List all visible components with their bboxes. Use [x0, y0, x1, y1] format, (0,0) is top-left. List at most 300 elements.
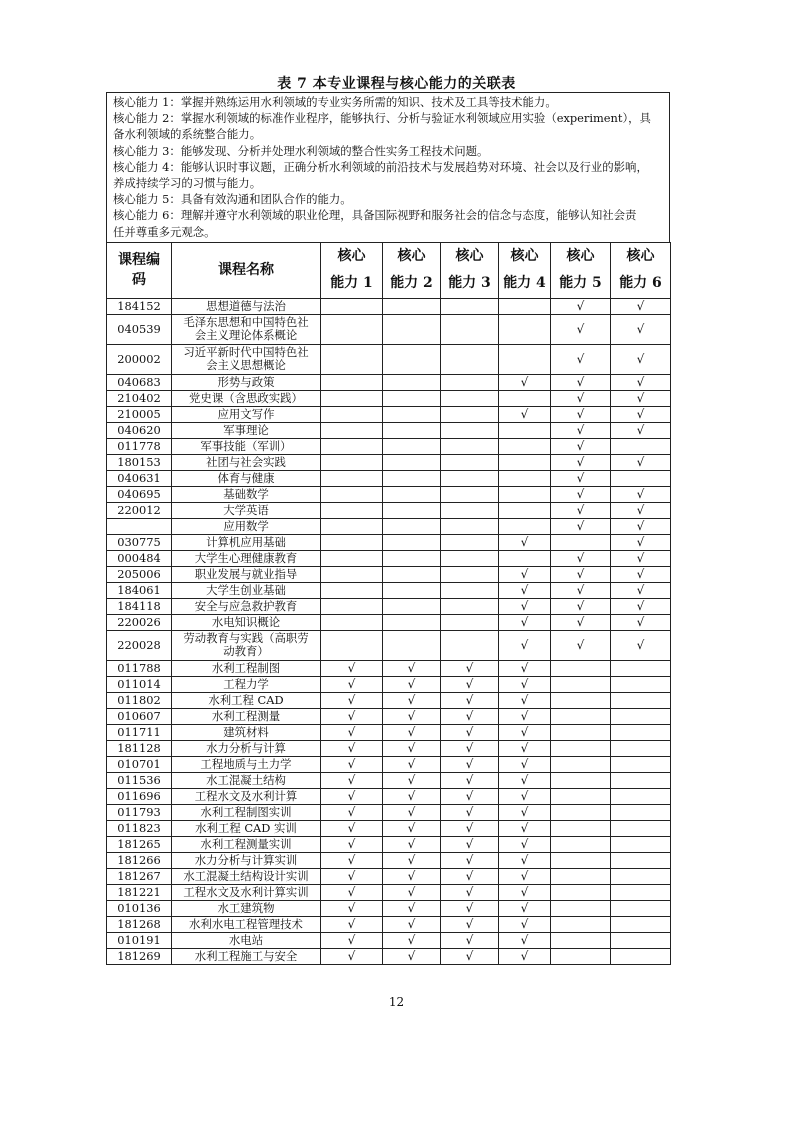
course-name: 军事技能（军训） [172, 438, 321, 454]
check-mark: √ [347, 756, 356, 771]
ability-3-cell [441, 948, 499, 964]
ability-2-cell [383, 836, 441, 852]
course-name: 水利工程制图实训 [172, 804, 321, 820]
ability-1-cell [321, 692, 383, 708]
ability-4-cell [499, 820, 551, 836]
check-mark: √ [520, 582, 529, 597]
check-mark: √ [407, 900, 416, 915]
check-mark: √ [465, 788, 474, 803]
ability-1-cell [321, 374, 383, 390]
ability-3-cell [441, 756, 499, 772]
ability-1-cell [321, 298, 383, 314]
ability-6-cell [611, 772, 671, 788]
course-code: 011711 [107, 724, 172, 740]
check-mark: √ [407, 708, 416, 723]
check-mark: √ [520, 948, 529, 963]
check-mark: √ [520, 788, 529, 803]
course-code: 011793 [107, 804, 172, 820]
ability-3-cell [441, 314, 499, 344]
check-mark: √ [636, 374, 645, 389]
course-code: 181268 [107, 916, 172, 932]
check-mark: √ [520, 852, 529, 867]
ability-line: 核心能力 3：能够发现、分析并处理水利领域的整合性实务工程技术问题。 [113, 143, 489, 158]
check-mark: √ [465, 724, 474, 739]
course-code [107, 518, 172, 534]
table-row [107, 454, 671, 470]
ability-3-cell [441, 566, 499, 582]
course-name: 职业发展与就业指导 [172, 566, 321, 582]
check-mark: √ [520, 900, 529, 915]
check-mark: √ [407, 676, 416, 691]
check-mark: √ [636, 534, 645, 549]
ability-2-cell [383, 470, 441, 486]
check-mark: √ [636, 637, 645, 652]
check-mark: √ [520, 692, 529, 707]
course-code: 010701 [107, 756, 172, 772]
ability-4-cell [499, 724, 551, 740]
check-mark: √ [520, 820, 529, 835]
ability-1-cell [321, 948, 383, 964]
ability-5-cell [551, 660, 611, 676]
check-mark: √ [465, 916, 474, 931]
ability-4-cell [499, 740, 551, 756]
check-mark: √ [465, 932, 474, 947]
ability-4-cell [499, 518, 551, 534]
check-mark: √ [407, 772, 416, 787]
check-mark: √ [636, 454, 645, 469]
check-mark: √ [520, 614, 529, 629]
check-mark: √ [636, 502, 645, 517]
ability-1-cell [321, 932, 383, 948]
ability-line: 备水利领域的系统整合能力。 [113, 127, 262, 142]
ability-4-cell [499, 788, 551, 804]
table-row [107, 692, 671, 708]
check-mark: √ [347, 772, 356, 787]
ability-3-cell [441, 660, 499, 676]
ability-1-cell [321, 708, 383, 724]
check-mark: √ [636, 321, 645, 336]
ability-1-cell [321, 390, 383, 406]
ability-6-cell [611, 788, 671, 804]
ability-4-cell [499, 502, 551, 518]
ability-5-cell [551, 868, 611, 884]
course-name: 党史课（含思政实践） [172, 390, 321, 406]
ability-5-cell [551, 884, 611, 900]
ability-6-cell [611, 298, 671, 314]
check-mark: √ [465, 884, 474, 899]
table-row [107, 582, 671, 598]
ability-6-cell [611, 614, 671, 630]
ability-6-cell [611, 708, 671, 724]
table-row [107, 756, 671, 772]
ability-5-cell [551, 438, 611, 454]
table-row [107, 852, 671, 868]
table-row [107, 390, 671, 406]
check-mark: √ [407, 948, 416, 963]
ability-2-cell [383, 298, 441, 314]
ability-4-cell [499, 708, 551, 724]
header-ability-4: 核心 能力 4 [499, 242, 551, 298]
course-code: 011802 [107, 692, 172, 708]
ability-3-cell [441, 422, 499, 438]
table-row [107, 630, 671, 660]
table-row [107, 708, 671, 724]
ability-5-cell [551, 406, 611, 422]
course-name: 工程力学 [172, 676, 321, 692]
check-mark: √ [520, 566, 529, 581]
ability-4-cell [499, 948, 551, 964]
check-mark: √ [576, 470, 585, 485]
check-mark: √ [407, 804, 416, 819]
ability-5-cell [551, 692, 611, 708]
ability-6-cell [611, 932, 671, 948]
ability-5-cell [551, 948, 611, 964]
ability-6-cell [611, 740, 671, 756]
ability-5-cell [551, 582, 611, 598]
ability-3-cell [441, 932, 499, 948]
check-mark: √ [636, 406, 645, 421]
ability-2-cell [383, 948, 441, 964]
table-row [107, 868, 671, 884]
ability-2-cell [383, 772, 441, 788]
ability-1-cell [321, 660, 383, 676]
ability-1-cell [321, 676, 383, 692]
ability-3-cell [441, 406, 499, 422]
ability-6-cell [611, 502, 671, 518]
ability-1-cell [321, 740, 383, 756]
course-name: 水利工程制图 [172, 660, 321, 676]
course-code: 011788 [107, 660, 172, 676]
ability-6-cell [611, 724, 671, 740]
ability-1-cell [321, 884, 383, 900]
ability-5-cell [551, 708, 611, 724]
ability-line: 核心能力 1：掌握并熟练运用水利领域的专业实务所需的知识、技术及工具等技术能力。 [113, 95, 557, 109]
ability-4-cell [499, 598, 551, 614]
header-course-code: 课程编码 [107, 242, 172, 298]
course-name: 水力分析与计算 [172, 740, 321, 756]
ability-5-cell [551, 804, 611, 820]
course-name: 水利工程测量 [172, 708, 321, 724]
ability-3-cell [441, 298, 499, 314]
check-mark: √ [520, 406, 529, 421]
ability-1-cell [321, 438, 383, 454]
table-row [107, 406, 671, 422]
table-body [107, 298, 671, 964]
ability-4-cell [499, 550, 551, 566]
check-mark: √ [407, 660, 416, 675]
check-mark: √ [465, 692, 474, 707]
ability-4-cell [499, 314, 551, 344]
ability-2-cell [383, 438, 441, 454]
ability-3-cell [441, 614, 499, 630]
table-row [107, 598, 671, 614]
check-mark: √ [520, 534, 529, 549]
ability-5-cell [551, 298, 611, 314]
ability-1-cell [321, 470, 383, 486]
ability-1-cell [321, 900, 383, 916]
check-mark: √ [407, 788, 416, 803]
ability-1-cell [321, 344, 383, 374]
ability-1-cell [321, 868, 383, 884]
course-name: 建筑材料 [172, 724, 321, 740]
ability-4-cell [499, 454, 551, 470]
ability-3-cell [441, 344, 499, 374]
ability-3-cell [441, 708, 499, 724]
ability-6-cell [611, 518, 671, 534]
course-name: 水工建筑物 [172, 900, 321, 916]
table-row [107, 344, 671, 374]
check-mark: √ [520, 756, 529, 771]
course-code: 040620 [107, 422, 172, 438]
ability-6-cell [611, 836, 671, 852]
check-mark: √ [465, 756, 474, 771]
check-mark: √ [636, 390, 645, 405]
check-mark: √ [636, 614, 645, 629]
check-mark: √ [636, 298, 645, 313]
check-mark: √ [347, 900, 356, 915]
ability-4-cell [499, 836, 551, 852]
check-mark: √ [465, 836, 474, 851]
page-number: 12 [388, 995, 405, 1009]
ability-6-cell [611, 438, 671, 454]
ability-3-cell [441, 518, 499, 534]
check-mark: √ [520, 932, 529, 947]
course-name: 水电站 [172, 932, 321, 948]
check-mark: √ [407, 756, 416, 771]
course-name: 思想道德与法治 [172, 298, 321, 314]
course-code: 011778 [107, 438, 172, 454]
check-mark: √ [576, 637, 585, 652]
table-row [107, 660, 671, 676]
course-code: 180153 [107, 454, 172, 470]
table-row [107, 298, 671, 314]
check-mark: √ [520, 740, 529, 755]
ability-1-cell [321, 852, 383, 868]
check-mark: √ [347, 676, 356, 691]
course-code: 181269 [107, 948, 172, 964]
ability-1-cell [321, 502, 383, 518]
ability-6-cell [611, 344, 671, 374]
ability-3-cell [441, 438, 499, 454]
check-mark: √ [576, 438, 585, 453]
course-code: 210402 [107, 390, 172, 406]
check-mark: √ [520, 598, 529, 613]
table-row [107, 422, 671, 438]
course-code: 181265 [107, 836, 172, 852]
course-code: 181221 [107, 884, 172, 900]
course-code: 010191 [107, 932, 172, 948]
course-name: 工程地质与土力学 [172, 756, 321, 772]
table-row [107, 948, 671, 964]
ability-3-cell [441, 550, 499, 566]
ability-2-cell [383, 314, 441, 344]
ability-5-cell [551, 630, 611, 660]
ability-3-cell [441, 724, 499, 740]
course-name: 大学生心理健康教育 [172, 550, 321, 566]
ability-5-cell [551, 314, 611, 344]
ability-6-cell [611, 820, 671, 836]
ability-5-cell [551, 788, 611, 804]
course-name: 军事理论 [172, 422, 321, 438]
ability-4-cell [499, 390, 551, 406]
check-mark: √ [576, 486, 585, 501]
ability-3-cell [441, 772, 499, 788]
course-name: 基础数学 [172, 486, 321, 502]
check-mark: √ [407, 916, 416, 931]
check-mark: √ [520, 637, 529, 652]
ability-5-cell [551, 836, 611, 852]
check-mark: √ [636, 566, 645, 581]
course-code: 181267 [107, 868, 172, 884]
course-name: 水利工程测量实训 [172, 836, 321, 852]
table-row [107, 884, 671, 900]
ability-5-cell [551, 470, 611, 486]
ability-1-cell [321, 724, 383, 740]
check-mark: √ [636, 518, 645, 533]
course-code: 040683 [107, 374, 172, 390]
ability-4-cell [499, 692, 551, 708]
check-mark: √ [347, 916, 356, 931]
ability-2-cell [383, 900, 441, 916]
ability-1-cell [321, 566, 383, 582]
course-code: 210005 [107, 406, 172, 422]
table-row [107, 534, 671, 550]
check-mark: √ [520, 868, 529, 883]
ability-4-cell [499, 804, 551, 820]
ability-6-cell [611, 390, 671, 406]
table-row [107, 550, 671, 566]
table-row [107, 374, 671, 390]
ability-3-cell [441, 868, 499, 884]
table-header-row [107, 242, 671, 298]
table-row [107, 486, 671, 502]
course-name: 水利工程 CAD 实训 [172, 820, 321, 836]
ability-4-cell [499, 756, 551, 772]
table-row [107, 836, 671, 852]
course-code: 011536 [107, 772, 172, 788]
ability-3-cell [441, 820, 499, 836]
header-ability-1: 核心 能力 1 [321, 242, 383, 298]
ability-4-cell [499, 660, 551, 676]
core-ability-descriptions [106, 92, 670, 242]
table-row [107, 900, 671, 916]
check-mark: √ [347, 788, 356, 803]
check-mark: √ [576, 298, 585, 313]
check-mark: √ [636, 422, 645, 437]
check-mark: √ [347, 820, 356, 835]
course-name: 水工混凝土结构 [172, 772, 321, 788]
check-mark: √ [576, 598, 585, 613]
course-code: 220012 [107, 502, 172, 518]
ability-3-cell [441, 630, 499, 660]
ability-line: 核心能力 5：具备有效沟通和团队合作的能力。 [113, 192, 352, 207]
ability-1-cell [321, 788, 383, 804]
table-row [107, 788, 671, 804]
ability-6-cell [611, 916, 671, 932]
page-title: 表 7 本专业课程与核心能力的关联表 [277, 76, 516, 92]
ability-line: 核心能力 2：掌握水利领域的标准作业程序，能够执行、分析与验证水利领域应用实验（experiment），具 [113, 111, 651, 126]
ability-6-cell [611, 374, 671, 390]
ability-3-cell [441, 788, 499, 804]
ability-4-cell [499, 916, 551, 932]
ability-1-cell [321, 454, 383, 470]
ability-2-cell [383, 756, 441, 772]
course-code: 220028 [107, 630, 172, 660]
check-mark: √ [407, 932, 416, 947]
ability-5-cell [551, 772, 611, 788]
ability-line: 核心能力 4：能够认识时事议题，正确分析水利领域的前沿技术与发展趋势对环境、社会以及行业的影响， [113, 159, 648, 174]
course-code: 010136 [107, 900, 172, 916]
ability-4-cell [499, 298, 551, 314]
check-mark: √ [576, 582, 585, 597]
table-row [107, 502, 671, 518]
course-code: 181128 [107, 740, 172, 756]
ability-line: 养成持续学习的习惯与能力。 [113, 176, 262, 191]
ability-4-cell [499, 438, 551, 454]
ability-3-cell [441, 900, 499, 916]
course-name: 习近平新时代中国特色社会主义思想概论 [172, 344, 321, 374]
ability-3-cell [441, 740, 499, 756]
ability-5-cell [551, 550, 611, 566]
ability-4-cell [499, 884, 551, 900]
ability-3-cell [441, 390, 499, 406]
course-name: 大学英语 [172, 502, 321, 518]
ability-6-cell [611, 804, 671, 820]
course-ability-table [106, 242, 671, 965]
ability-2-cell [383, 598, 441, 614]
ability-1-cell [321, 422, 383, 438]
ability-6-cell [611, 868, 671, 884]
ability-5-cell [551, 614, 611, 630]
course-name: 水利工程施工与安全 [172, 948, 321, 964]
header-ability-5: 核心 能力 5 [551, 242, 611, 298]
check-mark: √ [465, 900, 474, 915]
course-name: 大学生创业基础 [172, 582, 321, 598]
ability-2-cell [383, 422, 441, 438]
check-mark: √ [465, 820, 474, 835]
ability-2-cell [383, 692, 441, 708]
check-mark: √ [347, 948, 356, 963]
check-mark: √ [407, 820, 416, 835]
course-code: 040631 [107, 470, 172, 486]
course-code: 184152 [107, 298, 172, 314]
ability-2-cell [383, 566, 441, 582]
course-code: 184061 [107, 582, 172, 598]
ability-6-cell [611, 948, 671, 964]
ability-3-cell [441, 598, 499, 614]
ability-2-cell [383, 486, 441, 502]
ability-4-cell [499, 676, 551, 692]
ability-4-cell [499, 852, 551, 868]
check-mark: √ [465, 804, 474, 819]
header-ability-2: 核心 能力 2 [383, 242, 441, 298]
ability-6-cell [611, 314, 671, 344]
check-mark: √ [465, 708, 474, 723]
check-mark: √ [347, 868, 356, 883]
ability-5-cell [551, 518, 611, 534]
ability-6-cell [611, 852, 671, 868]
ability-4-cell [499, 614, 551, 630]
ability-1-cell [321, 916, 383, 932]
course-code: 030775 [107, 534, 172, 550]
ability-2-cell [383, 916, 441, 932]
ability-2-cell [383, 740, 441, 756]
ability-2-cell [383, 406, 441, 422]
ability-line: 核心能力 6：理解并遵守水利领域的职业伦理，具备国际视野和服务社会的信念与态度，能够认知社会责 [113, 208, 637, 223]
course-code: 184118 [107, 598, 172, 614]
ability-6-cell [611, 454, 671, 470]
course-name: 毛泽东思想和中国特色社会主义理论体系概论 [172, 314, 321, 344]
